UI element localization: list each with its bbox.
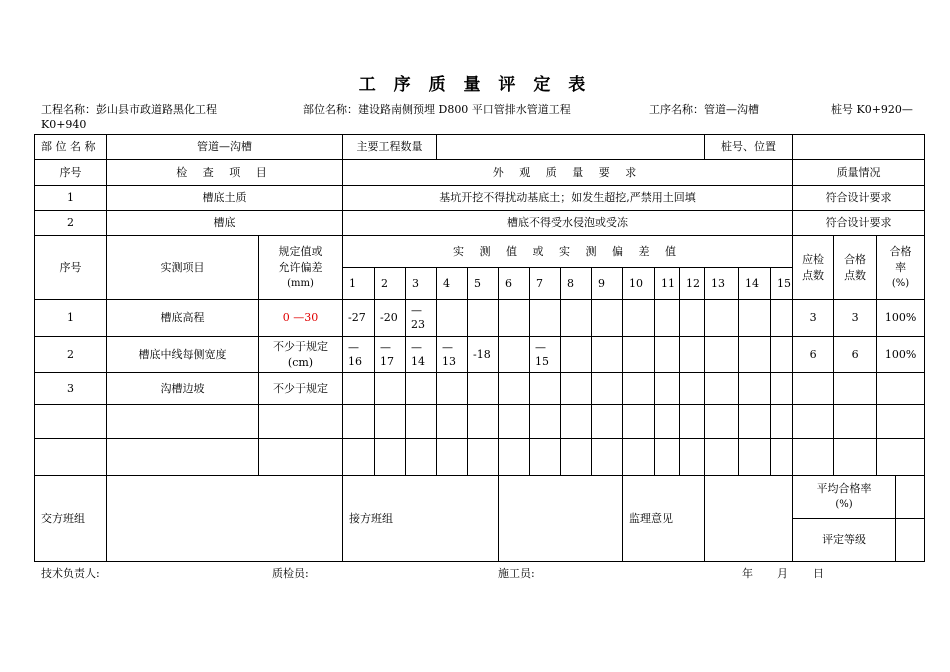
measure-tolerance: 不少于规定 — [259, 373, 343, 405]
check-item: 槽底 — [107, 211, 343, 236]
empty-cell — [739, 405, 771, 439]
tolerance-header-line1: 规定值或 — [278, 244, 323, 258]
quantity-value — [437, 135, 705, 160]
measure-seq-header: 序号 — [35, 236, 107, 300]
measured-value-cell — [655, 373, 680, 405]
col-index: 8 — [561, 268, 592, 300]
measured-value-cell — [592, 337, 623, 373]
part-label: 部 位 名 称 — [35, 135, 107, 160]
empty-cell — [468, 405, 499, 439]
empty-cell — [877, 405, 925, 439]
empty-cell — [623, 439, 655, 476]
measure-row — [35, 300, 925, 337]
part-value: 管道—沟槽 — [107, 135, 343, 160]
measure-item: 沟槽边坡 — [107, 373, 259, 405]
empty-cell — [437, 405, 468, 439]
handover-team-label: 交方班组 — [35, 476, 107, 562]
check-seq: 1 — [35, 186, 107, 211]
measured-value-cell — [437, 300, 468, 337]
empty-cell — [592, 439, 623, 476]
measured-value-cell — [499, 300, 530, 337]
measure-pass: 6 — [834, 337, 877, 373]
measure-tolerance — [259, 337, 343, 373]
measure-pass — [834, 373, 877, 405]
measured-value-cell — [530, 300, 561, 337]
rate-header-line1: 合格 — [889, 244, 912, 258]
grade-value — [896, 519, 925, 562]
empty-cell — [739, 439, 771, 476]
measure-seq: 3 — [35, 373, 107, 405]
empty-cell — [592, 405, 623, 439]
tolerance-header-line2: 允许偏差 — [278, 260, 323, 274]
measure-rate — [877, 373, 925, 405]
empty-cell — [499, 439, 530, 476]
measured-value-cell: — 14 — [406, 337, 437, 373]
empty-cell — [561, 439, 592, 476]
measured-value-cell — [592, 373, 623, 405]
empty-cell — [655, 405, 680, 439]
empty-cell — [406, 405, 437, 439]
empty-cell — [680, 405, 705, 439]
measured-value-cell — [499, 337, 530, 373]
pass-header-line1: 合格 — [844, 252, 867, 266]
grade-label: 评定等级 — [793, 519, 896, 562]
inspector-label: 质检员: — [272, 567, 309, 580]
measured-value-cell — [680, 300, 705, 337]
measured-value-cell — [739, 373, 771, 405]
check-req-header: 外 观 质 量 要 求 — [343, 160, 793, 186]
stake-number-cont: K0+940 — [41, 118, 87, 131]
col-index: 9 — [592, 268, 623, 300]
empty-cell — [259, 405, 343, 439]
empty-cell — [499, 405, 530, 439]
avg-rate-value — [896, 476, 925, 519]
col-index: 13 — [705, 268, 739, 300]
empty-cell — [343, 439, 375, 476]
empty-cell — [561, 405, 592, 439]
measure-rate: 100% — [877, 300, 925, 337]
pass-header — [834, 236, 877, 300]
measure-rate: 100% — [877, 337, 925, 373]
date-month: 月 — [777, 567, 788, 580]
empty-cell — [35, 439, 107, 476]
rate-header-unit: (%) — [891, 277, 910, 289]
empty-cell — [705, 439, 739, 476]
part-row — [35, 135, 925, 160]
check-seq: 2 — [35, 211, 107, 236]
receiver-team-label: 接方班组 — [343, 476, 499, 562]
empty-cell — [468, 439, 499, 476]
empty-cell — [530, 405, 561, 439]
measured-value-cell: — 13 — [437, 337, 468, 373]
check-quality: 符合设计要求 — [793, 186, 925, 211]
measured-value-cell — [468, 373, 499, 405]
measure-seq: 2 — [35, 337, 107, 373]
empty-cell — [771, 405, 793, 439]
measure-points: 3 — [793, 300, 834, 337]
measured-value-cell — [437, 373, 468, 405]
measure-tolerance-line1: 不少于规定 — [273, 339, 328, 353]
measure-pass: 3 — [834, 300, 877, 337]
empty-row — [35, 405, 925, 439]
measured-value-cell: — 23 — [406, 300, 437, 337]
empty-cell — [705, 405, 739, 439]
avg-rate-unit: (%) — [835, 499, 853, 510]
measured-value-cell — [375, 373, 406, 405]
measured-value-cell — [468, 300, 499, 337]
check-req: 槽底不得受水侵泡或受冻 — [343, 211, 793, 236]
measured-value-cell — [561, 373, 592, 405]
measured-value-cell: — 17 — [375, 337, 406, 373]
rate-header-line2: 率 — [895, 260, 907, 274]
measure-points: 6 — [793, 337, 834, 373]
handover-team-value — [107, 476, 343, 562]
part-name: 部位名称：建设路南侧预埋 D800 平口管排水管道工程 — [303, 103, 571, 116]
avg-rate-text: 平均合格率 — [816, 482, 872, 495]
measure-tolerance-line2: (cm) — [287, 355, 314, 369]
pass-header-line2: 点数 — [844, 268, 867, 282]
empty-cell — [259, 439, 343, 476]
measured-value-cell — [623, 373, 655, 405]
points-header-line1: 应检 — [802, 252, 825, 266]
measure-row — [35, 373, 925, 405]
measured-value-cell — [680, 373, 705, 405]
col-index: 14 — [739, 268, 771, 300]
measured-value-cell — [343, 373, 375, 405]
col-index: 3 — [406, 268, 437, 300]
date-year: 年 — [742, 567, 753, 580]
check-req: 基坑开挖不得扰动基底土；如发生超挖,严禁用土回填 — [343, 186, 793, 211]
empty-cell — [375, 405, 406, 439]
supervisor-opinion-value — [705, 476, 793, 562]
tolerance-header — [259, 236, 343, 300]
stake-value — [793, 135, 925, 160]
measured-value-cell — [530, 373, 561, 405]
col-index: 1 — [343, 268, 375, 300]
stake-number: 桩号 K0+920— — [831, 103, 913, 116]
check-row — [35, 211, 925, 236]
col-index: 5 — [468, 268, 499, 300]
project-name: 工程名称：彭山县市政道路黑化工程 — [41, 103, 217, 116]
measured-value-cell — [561, 337, 592, 373]
empty-cell — [35, 405, 107, 439]
form-title: 工 序 质 量 评 定 表 — [358, 75, 592, 95]
measured-value-cell — [771, 373, 793, 405]
col-index: 10 — [623, 268, 655, 300]
measured-value-cell — [739, 300, 771, 337]
points-header-line2: 点数 — [802, 268, 825, 282]
builder-label: 施工员: — [498, 567, 535, 580]
empty-cell — [834, 405, 877, 439]
signoff-row — [35, 476, 925, 519]
points-header — [793, 236, 834, 300]
empty-row — [35, 439, 925, 476]
empty-cell — [623, 405, 655, 439]
tolerance-header-unit: (mm) — [287, 277, 314, 289]
check-row — [35, 186, 925, 211]
process-name: 工序名称：管道—沟槽 — [649, 103, 759, 116]
measured-value-cell — [771, 300, 793, 337]
measured-value-cell — [406, 373, 437, 405]
check-item: 槽底土质 — [107, 186, 343, 211]
check-header-row — [35, 160, 925, 186]
col-index: 15 — [771, 268, 793, 300]
measured-value-cell — [623, 300, 655, 337]
stake-label: 桩号、位置 — [705, 135, 793, 160]
empty-cell — [793, 439, 834, 476]
col-index: 7 — [530, 268, 561, 300]
col-index: 11 — [655, 268, 680, 300]
measured-value-cell — [623, 337, 655, 373]
col-index: 2 — [375, 268, 406, 300]
measure-tolerance: 0 —30 — [259, 300, 343, 337]
quality-header: 质量情况 — [793, 160, 925, 186]
tech-lead-label: 技术负责人: — [41, 567, 100, 580]
empty-cell — [877, 439, 925, 476]
rate-header — [877, 236, 925, 300]
empty-cell — [834, 439, 877, 476]
empty-cell — [530, 439, 561, 476]
measured-value-cell — [705, 300, 739, 337]
check-seq-header: 序号 — [35, 160, 107, 186]
date-day: 日 — [813, 567, 824, 580]
col-index: 6 — [499, 268, 530, 300]
empty-cell — [107, 405, 259, 439]
evaluation-table — [34, 134, 925, 562]
empty-cell — [406, 439, 437, 476]
empty-cell — [771, 439, 793, 476]
avg-rate-label — [793, 476, 896, 519]
empty-cell — [437, 439, 468, 476]
measured-value-cell — [739, 337, 771, 373]
measured-value-cell — [655, 337, 680, 373]
measured-value-cell: -20 — [375, 300, 406, 337]
measured-value-cell — [499, 373, 530, 405]
empty-cell — [375, 439, 406, 476]
quantity-label: 主要工程数量 — [343, 135, 437, 160]
measured-value-cell: -18 — [468, 337, 499, 373]
empty-cell — [107, 439, 259, 476]
measured-values-header: 实 测 值 或 实 测 偏 差 值 — [343, 236, 793, 268]
col-index: 4 — [437, 268, 468, 300]
measure-item: 槽底中线每侧宽度 — [107, 337, 259, 373]
measured-value-cell — [771, 337, 793, 373]
measure-item: 槽底高程 — [107, 300, 259, 337]
measure-seq: 1 — [35, 300, 107, 337]
col-index: 12 — [680, 268, 705, 300]
measure-points — [793, 373, 834, 405]
empty-cell — [655, 439, 680, 476]
measured-value-cell — [680, 337, 705, 373]
measured-value-cell — [705, 337, 739, 373]
measured-value-cell — [561, 300, 592, 337]
measured-value-cell — [655, 300, 680, 337]
measured-value-cell: — 16 — [343, 337, 375, 373]
measured-value-cell — [705, 373, 739, 405]
measure-row — [35, 337, 925, 373]
measured-value-cell: — 15 — [530, 337, 561, 373]
empty-cell — [680, 439, 705, 476]
measure-header-row — [35, 236, 925, 268]
measured-value-cell: -27 — [343, 300, 375, 337]
empty-cell — [793, 405, 834, 439]
empty-cell — [343, 405, 375, 439]
check-item-header: 检 查 项 目 — [107, 160, 343, 186]
measured-value-cell — [592, 300, 623, 337]
measure-item-header: 实测项目 — [107, 236, 259, 300]
receiver-team-value — [499, 476, 623, 562]
check-quality: 符合设计要求 — [793, 211, 925, 236]
supervisor-opinion-label: 监理意见 — [623, 476, 705, 562]
